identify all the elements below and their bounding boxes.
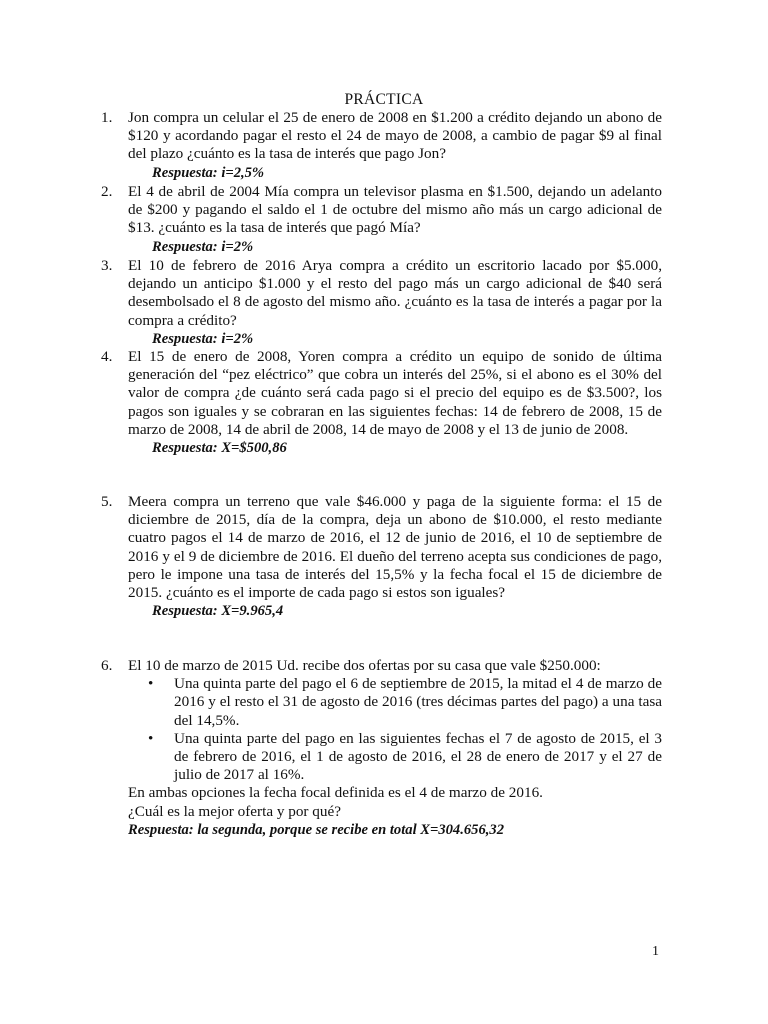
problem-number: 3. bbox=[101, 257, 113, 274]
problem-4 bbox=[101, 348, 662, 457]
offer-item bbox=[148, 729, 662, 785]
problem-number: 1. bbox=[101, 109, 113, 126]
offer-item bbox=[148, 675, 662, 730]
offer-text: Una quinta parte del pago en las siguientes fechas el 7 de agosto de 2015, el 3 de febrero de 2016, el 1 de agosto de 2016, el 28 de enero de 2017 y el 27 de julio de 2017 al 16%. bbox=[174, 729, 662, 784]
problem-5 bbox=[101, 493, 662, 620]
page-number: 1 bbox=[652, 944, 659, 959]
problem-answer: Respuesta: X=$500,86 bbox=[152, 440, 287, 457]
problem-answer: Respuesta: i=2% bbox=[152, 238, 254, 255]
problem-statement: El 10 de febrero de 2016 Arya compra a crédito un escritorio lacado por $5.000, dejando un anticipo $1.000 y el resto del pago más un cargo adicional de $40 será desembolsado el 8 de agosto del mismo año. ¿cuánto es la tasa de interés a pagar por la compra a crédito? bbox=[128, 257, 662, 329]
page-title: PRÁCTICA bbox=[344, 91, 424, 108]
problem-statement: El 10 de marzo de 2015 Ud. recibe dos ofertas por su casa que vale $250.000: bbox=[128, 657, 601, 674]
problem-statement: Meera compra un terreno que vale $46.000 y paga de la siguiente forma: el 15 de diciembre de 2015, día de la compra, deja un abono de $10.000, el resto mediante cuatro pagos el 14 de marzo de 2016, el 12 de junio de 2016, el 10 de septiembre de 2016 y el 9 de diciembre de 2016. El dueño del terreno acepta sus condiciones de pago, pero le impone una tasa de interés del 15,5% y la fecha focal el 15 de diciembre de 2015. ¿cuánto es el importe de cada pago si estos son iguales? bbox=[128, 493, 662, 602]
problem-1 bbox=[101, 109, 662, 182]
offer-list bbox=[148, 675, 662, 784]
problem-answer: Respuesta: la segunda, porque se recibe en total X=304.656,32 bbox=[128, 821, 504, 838]
bullet-icon: • bbox=[148, 729, 154, 747]
bullet-icon: • bbox=[148, 675, 154, 693]
problem-2 bbox=[101, 183, 662, 256]
problem-6 bbox=[101, 657, 662, 839]
question-line: ¿Cuál es la mejor oferta y por qué? bbox=[128, 802, 341, 820]
problem-statement: El 4 de abril de 2004 Mía compra un televisor plasma en $1.500, dejando un adelanto de $200 y pagando el saldo el 1 de octubre del mismo año más un cargo adicional de $13. ¿cuánto es la tasa de interés que pagó Mía? bbox=[128, 183, 662, 237]
problem-statement: Jon compra un celular el 25 de enero de 2008 en $1.200 a crédito dejando un abono de $120 y acordando pagar el resto el 24 de mayo de 2008, a cambio de pagar $9 al final del plazo ¿cuánto es la tasa de interés que pago Jon? bbox=[128, 109, 662, 163]
problem-number: 2. bbox=[101, 183, 113, 200]
problem-number: 5. bbox=[101, 493, 113, 510]
problem-number: 6. bbox=[101, 657, 113, 674]
problem-answer: Respuesta: i=2,5% bbox=[152, 164, 265, 181]
problem-answer: Respuesta: X=9.965,4 bbox=[152, 603, 284, 620]
offer-text: Una quinta parte del pago el 6 de septiembre de 2015, la mitad el 4 de marzo de 2016 y el resto el 31 de agosto de 2016 (tres décimas partes del pago) a una tasa del 14,5%. bbox=[174, 675, 662, 729]
focal-date-line: En ambas opciones la fecha focal definida es el 4 de marzo de 2016. bbox=[128, 784, 543, 802]
problem-3 bbox=[101, 257, 662, 348]
problem-answer: Respuesta: i=2% bbox=[152, 330, 254, 347]
problem-number: 4. bbox=[101, 348, 113, 365]
problem-statement: El 15 de enero de 2008, Yoren compra a crédito un equipo de sonido de última generación del “pez eléctrico” que cobra un interés del 25%, si el abono es el 30% del valor de compra ¿de cuánto será cada pago si el precio del equipo es de $3.500?, los pagos son iguales y se cobraran en las siguientes fechas: 14 de febrero de 2008, 15 de marzo de 2008, 14 de abril de 2008, 14 de mayo de 2008 y el 13 de junio de 2008. bbox=[128, 348, 662, 438]
